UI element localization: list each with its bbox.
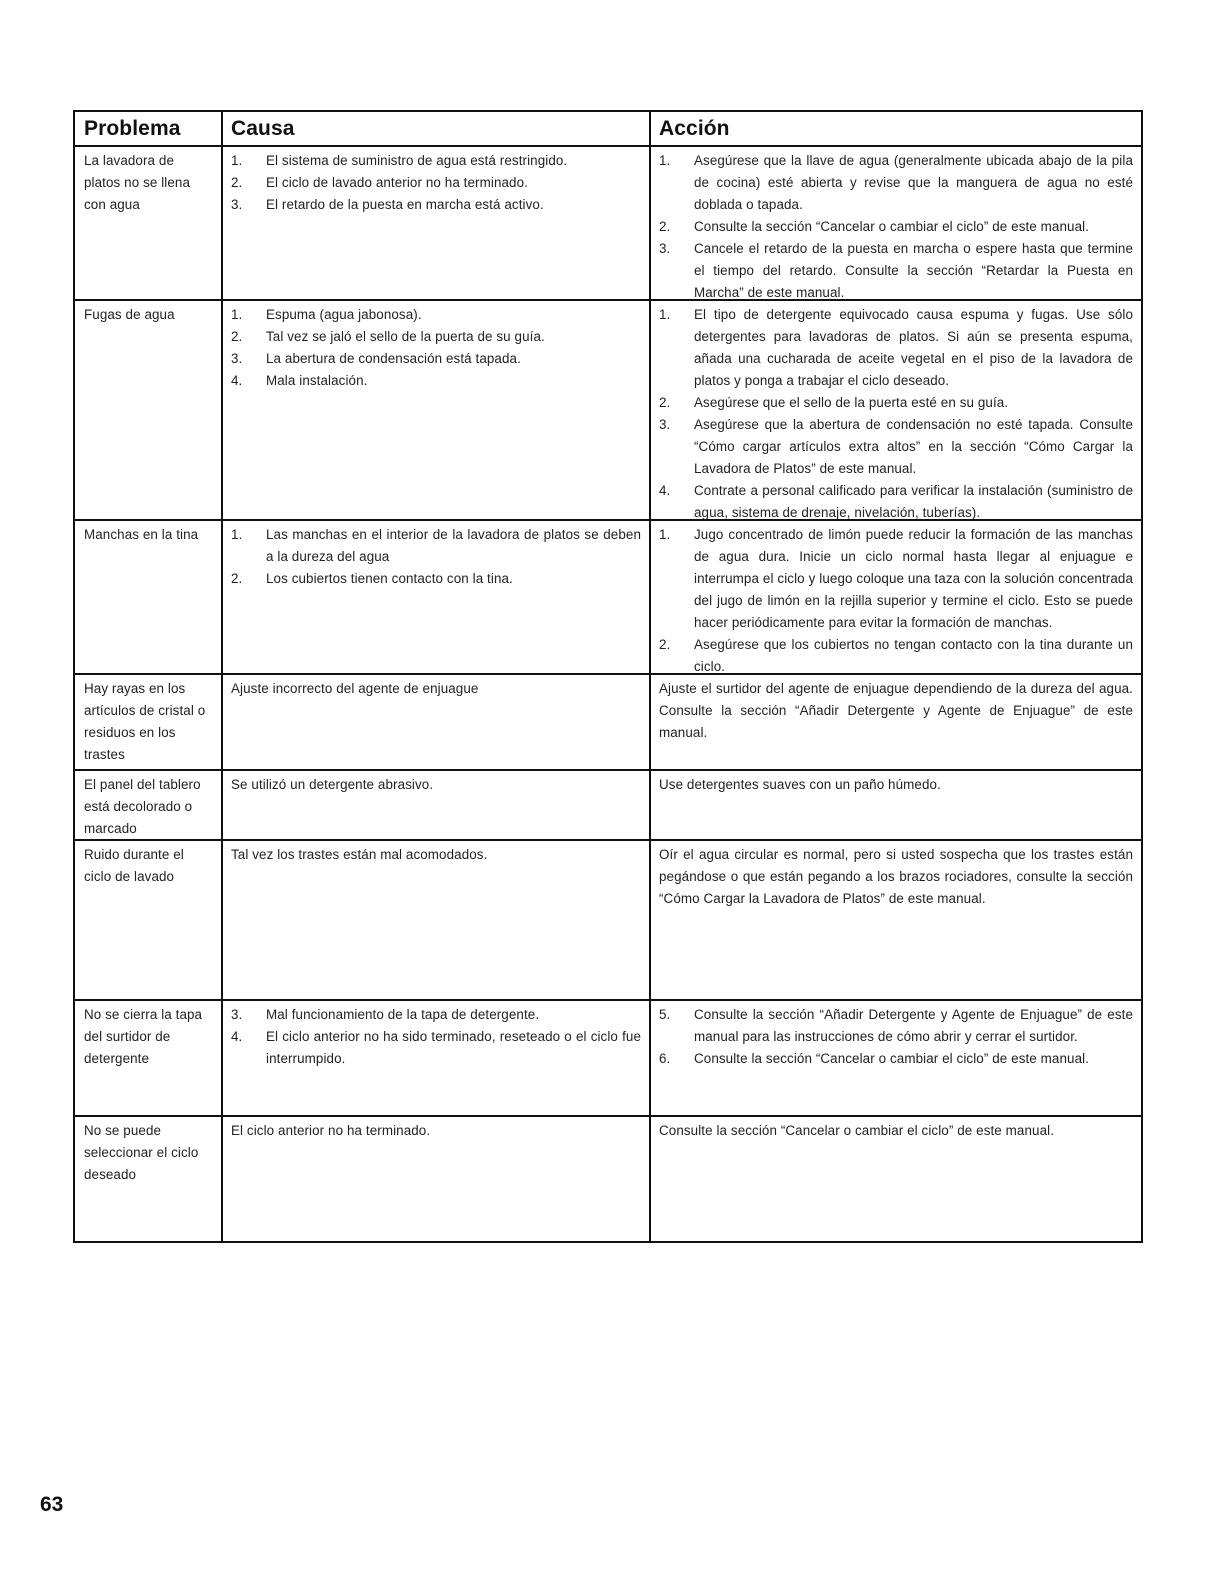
cause-text: Tal vez se jaló el sello de la puerta de su guía. (266, 329, 545, 344)
cause-number: 1. (231, 307, 243, 322)
problem-cell: Manchas en la tina (75, 519, 221, 673)
action-cell (649, 1115, 1141, 1241)
action-number: 2. (659, 637, 671, 652)
cause-item (231, 150, 641, 172)
action-cell (649, 839, 1141, 999)
action-text: Asegúrese que los cubiertos no tengan contacto con la tina durante un ciclo. (694, 637, 1133, 674)
cause-number: 3. (231, 197, 243, 212)
action-number: 3. (659, 417, 671, 432)
cause-text: Mal funcionamiento de la tapa de detergente. (266, 1007, 540, 1022)
cause-item (231, 172, 641, 194)
action-item (659, 414, 1133, 480)
cause-item (231, 568, 641, 590)
cause-item (231, 194, 641, 216)
action-item (659, 150, 1133, 216)
troubleshooting-table (73, 110, 1143, 1243)
action-item (659, 392, 1133, 414)
cause-number: 2. (231, 329, 243, 344)
action-text: Ajuste el surtidor del agente de enjuague dependiendo de la dureza del agua. Consulte la sección “Añadir Detergente y Agente de Enjuague” de este manual. (659, 681, 1133, 740)
action-number: 2. (659, 219, 671, 234)
action-number: 1. (659, 307, 671, 322)
cause-item (231, 1026, 641, 1070)
action-list (659, 150, 1133, 304)
action-number: 1. (659, 153, 671, 168)
action-item (659, 1004, 1133, 1048)
page-number: 63 (40, 1493, 64, 1516)
action-list (659, 524, 1133, 678)
action-item (659, 238, 1133, 304)
cause-text: Se utilizó un detergente abrasivo. (231, 777, 434, 792)
cause-item (231, 348, 641, 370)
cause-number: 2. (231, 175, 243, 190)
action-cell (649, 769, 1141, 839)
cause-number: 1. (231, 153, 243, 168)
action-item (659, 634, 1133, 678)
action-number: 2. (659, 395, 671, 410)
action-item (659, 480, 1133, 524)
header-action: Acción (649, 112, 1141, 145)
cause-number: 2. (231, 571, 243, 586)
cause-text: El ciclo anterior no ha sido terminado, reseteado o el ciclo fue interrumpido. (266, 1029, 641, 1066)
problem-cell: Ruido durante el ciclo de lavado (75, 839, 221, 999)
cause-cell (221, 673, 649, 769)
action-text: Consulte la sección “Cancelar o cambiar el ciclo” de este manual. (694, 219, 1090, 234)
action-text: Consulte la sección “Cancelar o cambiar el ciclo” de este manual. (694, 1051, 1090, 1066)
action-item (659, 1048, 1133, 1070)
action-list (659, 1004, 1133, 1070)
cause-cell (221, 145, 649, 299)
action-cell (649, 999, 1141, 1115)
action-text: Asegúrese que la abertura de condensación no esté tapada. Consulte “Cómo cargar artículos extra altos” en la sección “Cómo Cargar la Lavadora de Platos” de este manual. (694, 417, 1133, 476)
cause-number: 3. (231, 1007, 243, 1022)
action-text: Consulte la sección “Añadir Detergente y Agente de Enjuague” de este manual para las instrucciones de cómo abrir y cerrar el surtidor. (694, 1007, 1133, 1044)
action-item (659, 216, 1133, 238)
cause-text: Ajuste incorrecto del agente de enjuague (231, 681, 479, 696)
action-number: 1. (659, 527, 671, 542)
problem-cell: La lavadora de platos no se llena con agua (75, 145, 221, 299)
cause-text: Las manchas en el interior de la lavadora de platos se deben a la dureza del agua (266, 527, 641, 564)
cause-number: 3. (231, 351, 243, 366)
cause-item (231, 370, 641, 392)
action-text: Asegúrese que la llave de agua (generalmente ubicada abajo de la pila de cocina) esté abierta y revise que la manguera de agua no esté doblada o tapada. (694, 153, 1133, 212)
action-text: Contrate a personal calificado para verificar la instalación (suministro de agua, sistema de drenaje, nivelación, tuberías). (694, 483, 1133, 520)
cause-item (231, 1004, 641, 1026)
cause-text: El retardo de la puesta en marcha está activo. (266, 197, 544, 212)
cause-item (231, 326, 641, 348)
problem-cell: Hay rayas en los artículos de cristal o residuos en los trastes (75, 673, 221, 769)
cause-text: Mala instalación. (266, 373, 368, 388)
cause-number: 4. (231, 1029, 243, 1044)
cause-cell (221, 299, 649, 519)
cause-cell (221, 1115, 649, 1241)
cause-item (231, 304, 641, 326)
action-item (659, 524, 1133, 634)
cause-number: 1. (231, 527, 243, 542)
action-text: Use detergentes suaves con un paño húmedo. (659, 777, 941, 792)
problem-cell: El panel del tablero está decolorado o marcado (75, 769, 221, 839)
action-number: 5. (659, 1007, 671, 1022)
action-text: Jugo concentrado de limón puede reducir la formación de las manchas de agua dura. Inicie un ciclo normal hasta llegar al enjuague e interrumpa el ciclo y luego coloque una taza con la solución concentrada del jugo de limón en la rejilla superior y termine el ciclo. Esto se puede hacer periódicamente para evitar la formación de manchas. (694, 527, 1133, 630)
cause-text: Tal vez los trastes están mal acomodados. (231, 847, 488, 862)
action-text: Oír el agua circular es normal, pero si usted sospecha que los trastes están pegándose o que están pegando a los brazos rociadores, consulte la sección “Cómo Cargar la Lavadora de Platos” de este manual. (659, 847, 1133, 906)
cause-text: El ciclo de lavado anterior no ha terminado. (266, 175, 528, 190)
action-number: 3. (659, 241, 671, 256)
action-list (659, 304, 1133, 524)
action-text: El tipo de detergente equivocado causa espuma y fugas. Use sólo detergentes para lavadoras de platos. Si aún se presenta espuma, añada una cucharada de aceite vegetal en el piso de la lavadora de platos y ponga a trabajar el ciclo deseado. (694, 307, 1133, 388)
cause-list (231, 150, 641, 216)
problem-cell: No se puede seleccionar el ciclo deseado (75, 1115, 221, 1241)
cause-list (231, 524, 641, 590)
action-text: Cancele el retardo de la puesta en marcha o espere hasta que termine el tiempo del retardo. Consulte la sección “Retardar la Puesta en Marcha” de este manual. (694, 241, 1133, 300)
header-cause: Causa (221, 112, 649, 145)
cause-text: El sistema de suministro de agua está restringido. (266, 153, 568, 168)
cause-text: Los cubiertos tienen contacto con la tina. (266, 571, 513, 586)
cause-cell (221, 769, 649, 839)
cause-item (231, 524, 641, 568)
action-number: 6. (659, 1051, 671, 1066)
cause-text: La abertura de condensación está tapada. (266, 351, 521, 366)
action-item (659, 304, 1133, 392)
action-number: 4. (659, 483, 671, 498)
action-cell (649, 145, 1141, 299)
action-cell (649, 519, 1141, 673)
cause-list (231, 304, 641, 392)
cause-text: El ciclo anterior no ha terminado. (231, 1123, 431, 1138)
problem-cell: Fugas de agua (75, 299, 221, 519)
action-text: Consulte la sección “Cancelar o cambiar el ciclo” de este manual. (659, 1123, 1055, 1138)
action-cell (649, 299, 1141, 519)
cause-list (231, 1004, 641, 1070)
problem-cell: No se cierra la tapa del surtidor de detergente (75, 999, 221, 1115)
cause-cell (221, 519, 649, 673)
cause-cell (221, 839, 649, 999)
action-text: Asegúrese que el sello de la puerta esté en su guía. (694, 395, 1009, 410)
cause-text: Espuma (agua jabonosa). (266, 307, 422, 322)
cause-cell (221, 999, 649, 1115)
header-problem: Problema (84, 117, 181, 140)
action-cell (649, 673, 1141, 769)
cause-number: 4. (231, 373, 243, 388)
